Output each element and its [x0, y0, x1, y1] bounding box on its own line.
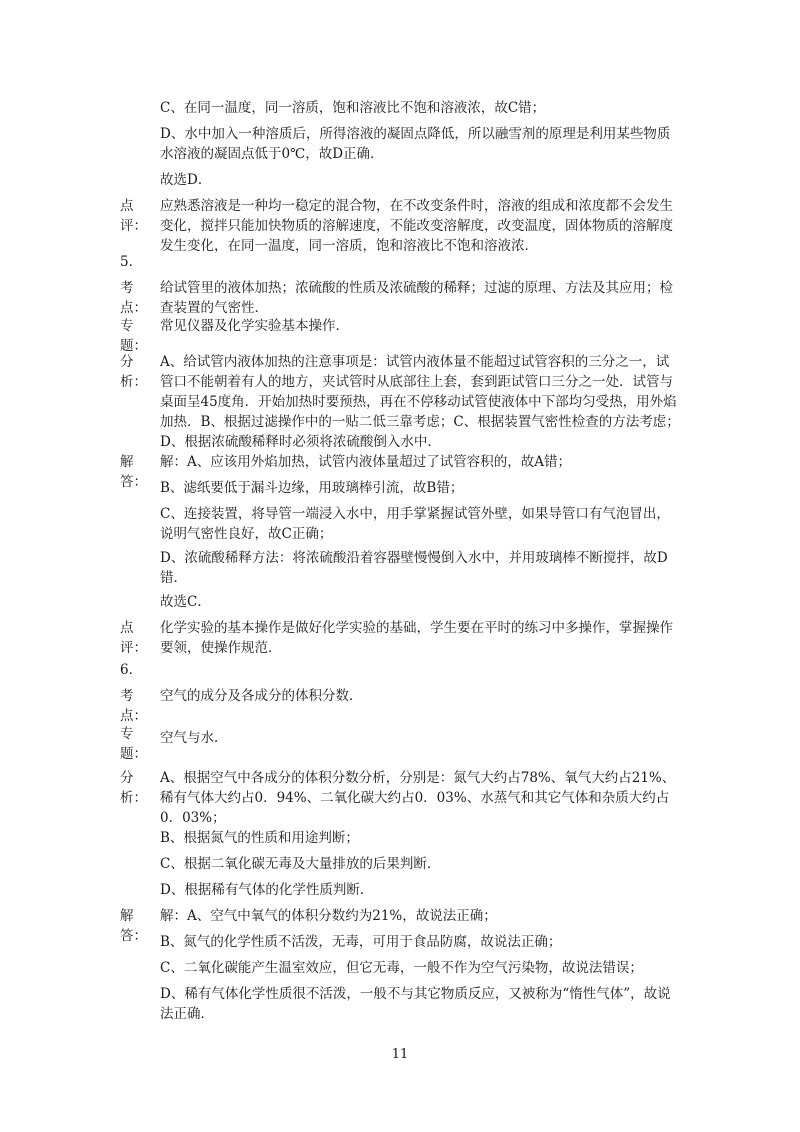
q5-zhuanti: 常见仪器及化学实验基本操作． — [160, 318, 349, 334]
q6-fenxi-a: A、根据空气中各成分的体积分数分析，分别是：氮气大约占78%、氧气大约占21%、稀有气体大约占0．94%、二氧化碳大约占0．03%、水蒸气和其它气体和杂质大约占0．03%； — [160, 770, 676, 826]
q4-option-d: D、水中加入一种溶质后，所得溶液的凝固点降低，所以融雪剂的原理是利用某些物质水溶液的凝固点低于0℃，故D正确． — [160, 126, 671, 162]
q5-zhuanti-label: 专题： — [120, 318, 147, 354]
q5-solution-c: C、连接装置，将导管一端浸入水中，用手掌紧握试管外壁，如果导管口有气泡冒出，说明气密性良好，故C正确； — [160, 506, 670, 542]
q4-comment-label: 点评： — [120, 198, 147, 234]
q5-comment-label: 点评： — [120, 620, 147, 656]
q6-kaodian-label: 考点： — [120, 688, 147, 724]
q6-zhuanti-label: 专题： — [120, 726, 147, 762]
q5-solution-d: D、浓硫酸稀释方法：将浓硫酸沿着容器壁慢慢倒入水中，并用玻璃棒不断搅拌，故D错． — [160, 550, 668, 586]
q6-kaodian: 空气的成分及各成分的体积分数． — [160, 688, 363, 704]
q6-zhuanti: 空气与水． — [160, 730, 228, 746]
q5-solution-a: 解：A、应该用外焰加热，试管内液体量超过了试管容积的，故A错； — [160, 454, 571, 470]
q4-comment: 应熟悉溶液是一种均一稳定的混合物，在不改变条件时，溶液的组成和浓度都不会发生变化，搅拌只能加快物质的溶解速度，不能改变溶解度，改变温度，固体物质的溶解度发生变化，在同一温度，同一溶质，饱和溶液比不饱和溶液浓． — [160, 198, 673, 254]
q5-solution-b: B、滤纸要低于漏斗边缘，用玻璃棒引流，故B错； — [160, 480, 464, 496]
q6-solution-b: B、氮气的化学性质不活泼，无毒，可用于食品防腐，故说法正确； — [160, 934, 562, 950]
q5-number: 5． — [120, 254, 143, 270]
q5-answer: 故选C． — [160, 594, 211, 610]
q5-fenxi-label: 分析： — [120, 354, 147, 390]
q6-number: 6． — [120, 662, 143, 678]
page-number: 11 — [391, 1047, 409, 1062]
q6-solution-a: 解：A、空气中氧气的体积分数约为21%，故说法正确； — [160, 908, 497, 924]
q6-fenxi-b: B、根据氮气的性质和用途判断； — [160, 830, 359, 846]
q6-solution-c: C、二氧化碳能产生温室效应，但它无毒，一般不作为空气污染物，故说法错误； — [160, 960, 643, 976]
q4-answer: 故选D． — [160, 172, 212, 188]
q5-jieda-label: 解答： — [120, 454, 147, 490]
q4-option-c: C、在同一温度，同一溶质，饱和溶液比不饱和溶液浓，故C错； — [160, 100, 546, 116]
q5-comment: 化学实验的基本操作是做好化学实验的基础，学生要在平时的练习中多操作，掌握操作要领，使操作规范． — [160, 620, 673, 656]
q6-fenxi-c: C、根据二氧化碳无毒及大量排放的后果判断． — [160, 856, 441, 872]
q5-kaodian-label: 考点： — [120, 280, 147, 316]
q6-jieda-label: 解答： — [120, 908, 147, 944]
q5-fenxi: A、给试管内液体加热的注意事项是：试管内液体量不能超过试管容积的三分之一，试管口不能朝着有人的地方，夹试管时从底部往上套，套到距试管口三分之一处．试管与桌面呈45度角．开始加热时要预热，再在不停移动试管使液体中下部均匀受热，用外焰加热．B、根据过滤操作中的一贴二低三靠考虑；C、根据装置气密性检查的方法考虑；D、根据浓硫酸稀释时必须将浓硫酸倒入水中． — [160, 354, 680, 450]
q5-kaodian: 给试管里的液体加热；浓硫酸的性质及浓硫酸的稀释；过滤的原理、方法及其应用；检查装置的气密性． — [160, 280, 673, 316]
q6-fenxi-label: 分析： — [120, 770, 147, 806]
q6-fenxi-d: D、根据稀有气体的化学性质判断． — [160, 882, 374, 898]
q6-solution-d: D、稀有气体化学性质很不活泼，一般不与其它物质反应，又被称为“惰性气体”，故说法正确． — [160, 986, 671, 1022]
